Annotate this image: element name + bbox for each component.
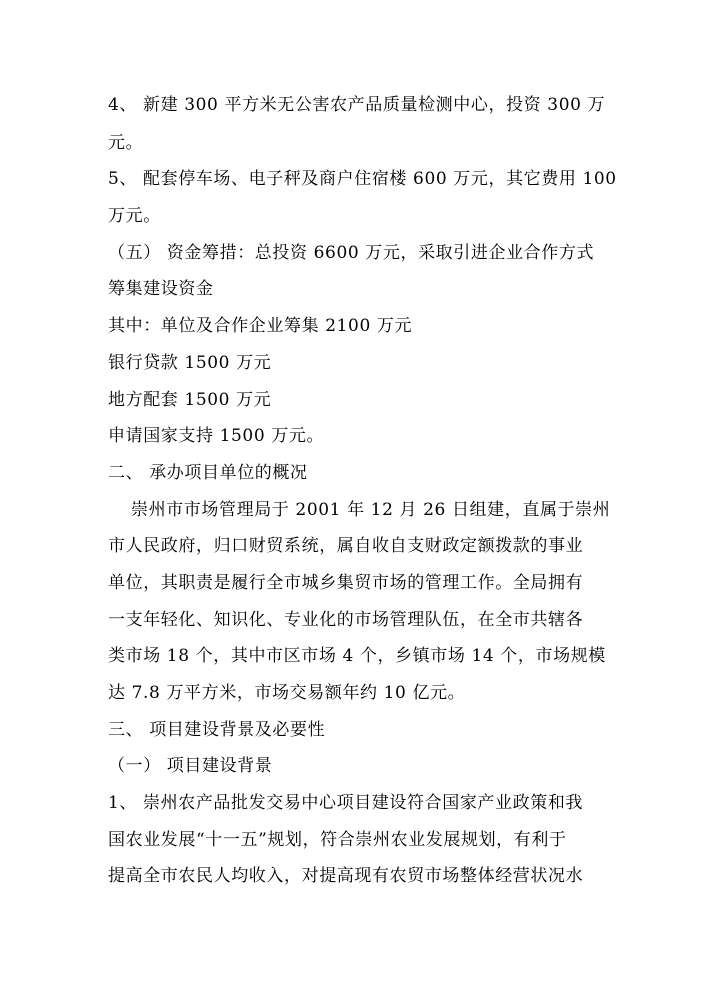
- text-line: 5、 配套停车场、电子秤及商户住宿楼 600 万元，其它费用 100: [108, 169, 617, 189]
- text-line: 4、 新建 300 平方米无公害农产品质量检测中心，投资 300 万: [108, 95, 606, 115]
- section-heading: 三、 项目建设背景及必要性: [108, 720, 326, 740]
- text-line: 元。: [108, 133, 144, 153]
- text-line: 万元。: [108, 206, 161, 226]
- text-line: 地方配套 1500 万元: [108, 390, 272, 410]
- text-line: 银行贷款 1500 万元: [108, 353, 272, 373]
- text-line: 筹集建设资金: [108, 279, 214, 299]
- paragraph-line: 一支年轻化、知识化、专业化的市场管理队伍，在全市共辖各: [108, 610, 584, 630]
- paragraph-line: 国农业发展“十一五”规划，符合崇州农业发展规划，有利于: [108, 830, 567, 850]
- section-heading: 二、 承办项目单位的概况: [108, 463, 308, 483]
- subsection-heading: （一） 项目建设背景: [108, 756, 273, 776]
- text-line: 其中：单位及合作企业筹集 2100 万元: [108, 316, 413, 336]
- paragraph-line: 崇州市市场管理局于 2001 年 12 月 26 日组建，直属于崇州: [131, 500, 611, 520]
- text-line: 申请国家支持 1500 万元。: [108, 426, 325, 446]
- paragraph-line: 单位，其职责是履行全市城乡集贸市场的管理工作。全局拥有: [108, 573, 584, 593]
- paragraph-line: 达 7.8 万平方米，市场交易额年约 10 亿元。: [108, 683, 466, 703]
- paragraph-line: 1、 崇州农产品批发交易中心项目建设符合国家产业政策和我: [108, 793, 584, 813]
- paragraph-line: 类市场 18 个，其中市区市场 4 个，乡镇市场 14 个，市场规模: [108, 646, 606, 666]
- paragraph-line: 市人民政府，归口财贸系统，属自收自支财政定额拨款的事业: [108, 536, 584, 556]
- paragraph-line: 提高全市农民人均收入，对提高现有农贸市场整体经营状况水: [108, 866, 584, 886]
- section-heading: （五） 资金筹措：总投资 6600 万元，采取引进企业合作方式: [108, 243, 595, 263]
